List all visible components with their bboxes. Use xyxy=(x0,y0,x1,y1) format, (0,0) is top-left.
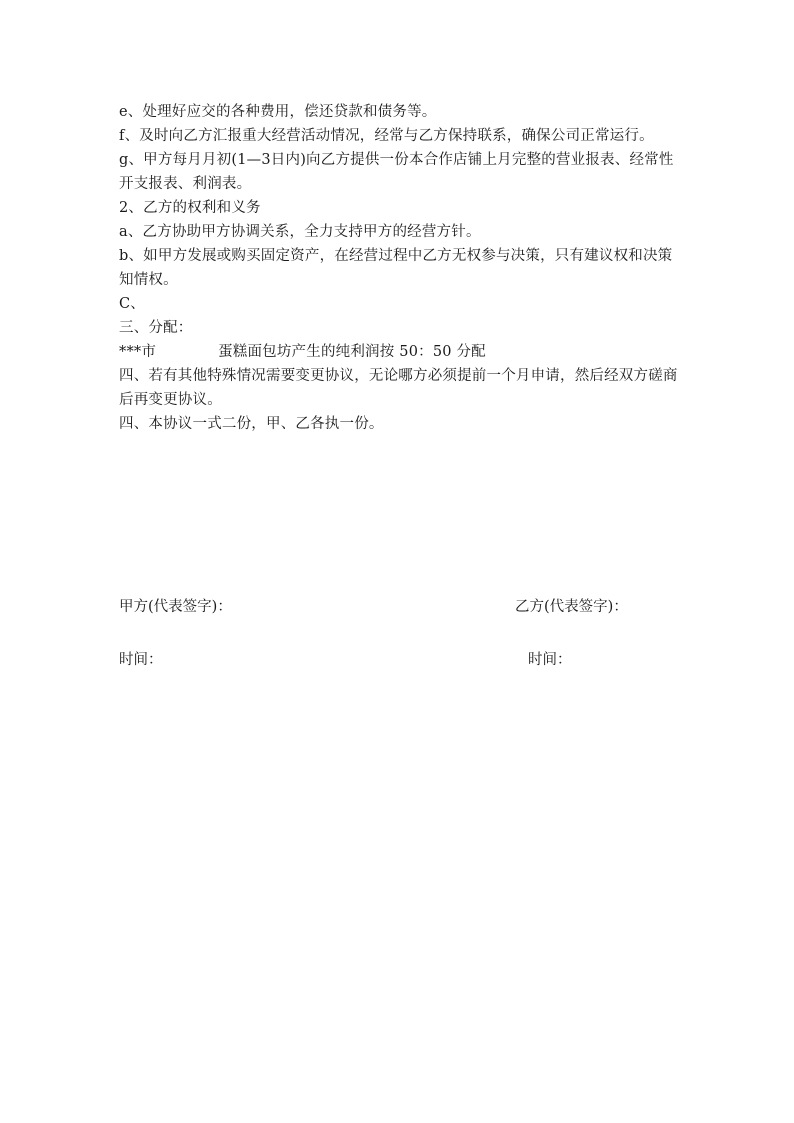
clause-b: b、如甲方发展或购买固定资产，在经营过程中乙方无权参与决策，只有建议权和决策知情权。 xyxy=(119,248,673,288)
section-party-b-rights-heading: 2、乙方的权利和义务 xyxy=(119,200,261,216)
signature-row xyxy=(119,595,679,619)
party-b-time-label: 时间： xyxy=(528,652,572,668)
clause-e: e、处理好应交的各种费用，偿还贷款和债务等。 xyxy=(119,104,437,120)
clause-change-agreement: 四、若有其他特殊情况需要变更协议，无论哪方必须提前一个月申请，然后经双方磋商后再变更协议。 xyxy=(119,368,678,408)
clause-g: g、甲方每月月初(1—3日内)向乙方提供一份本合作店铺上月完整的营业报表、经常性开支报表、利润表。 xyxy=(119,152,674,192)
party-a-signature-label: 甲方(代表签字)： xyxy=(119,599,232,615)
clause-f: f、及时向乙方汇报重大经营活动情况，经常与乙方保持联系，确保公司正常运行。 xyxy=(119,128,654,144)
party-a-time-label: 时间： xyxy=(119,652,163,668)
distribution-line xyxy=(119,340,679,364)
distribution-city: ***市 xyxy=(119,344,157,360)
party-b-signature-label: 乙方(代表签字)： xyxy=(515,599,628,615)
clause-a: a、乙方协助甲方协调关系，全力支持甲方的经营方针。 xyxy=(119,224,481,240)
date-row xyxy=(119,648,679,672)
distribution-text: 蛋糕面包坊产生的纯利润按 50：50 分配 xyxy=(218,344,486,360)
agreement-body xyxy=(119,100,679,436)
clause-copies: 四、本协议一式二份，甲、乙各执一份。 xyxy=(119,416,384,432)
clause-c: C、 xyxy=(119,296,145,312)
section-distribution-heading: 三、分配： xyxy=(119,320,193,336)
